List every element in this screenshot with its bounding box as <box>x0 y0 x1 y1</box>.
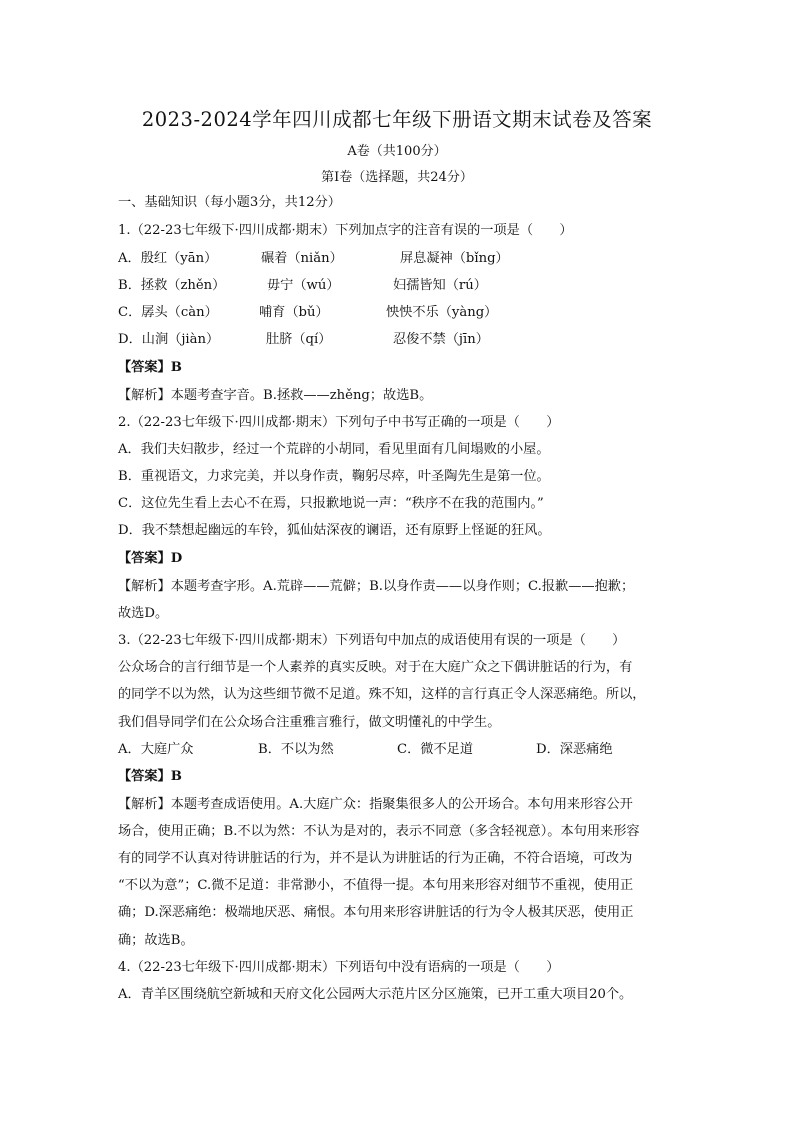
q1-stem: 1.（22-23七年级下·四川成都·期末）下列加点字的注音有误的一项是（ ） <box>118 223 573 238</box>
q1-analysis: 【解析】本题考查字音。B.拯救——zhěng；故选B。 <box>118 388 433 403</box>
q2-option-c: C．这位先生看上去心不在焉，只报歉地说一声：“秩序不在我的范围内。” <box>118 496 544 511</box>
q2-analysis-line-1: 【解析】本题考查字形。A.荒辟——荒僻；B.以身作责——以身作则；C.报歉——抱歉； <box>118 579 635 594</box>
q2-analysis-line-2: 故选D。 <box>118 606 169 621</box>
q1-option-a-3: 屏息凝神（bǐng） <box>400 251 509 266</box>
q4-stem: 4.（22-23七年级下·四川成都·期末）下列语句中没有语病的一项是（ ） <box>118 960 560 975</box>
q1-option-a-1: A．殷红（yān） <box>118 251 218 266</box>
q1-option-b-1: B．拯救（zhěn） <box>118 278 226 293</box>
q4-option-a: A．青羊区围绕航空新城和天府文化公园两大示范片区分区施策，已开工重大项目20个。 <box>118 987 633 1002</box>
page-title: 2023-2024学年四川成都七年级下册语文期末试卷及答案 <box>141 108 653 131</box>
q3-option-a: A．大庭广众 <box>118 742 194 757</box>
q1-option-d-2: 肚脐（qí） <box>266 332 332 347</box>
q1-option-b-2: 毋宁（wú） <box>267 278 340 293</box>
q1-option-d-3: 忍俊不禁（jīn） <box>393 332 489 347</box>
q3-analysis-line-5: 确；D.深恶痛绝：极端地厌恶、痛恨。本句用来形容讲脏话的行为令人极其厌恶，使用正 <box>118 905 634 920</box>
q1-option-c-1: C．孱头（càn） <box>118 305 218 320</box>
q2-option-b: B．重视语文，力求完美，并以身作责，鞠躬尽瘁，叶圣陶先生是第一位。 <box>118 469 550 484</box>
q3-option-b: B．不以为然 <box>258 742 334 757</box>
subtitle-b: 第Ⅰ卷（选择题，共24分） <box>321 170 473 185</box>
q3-passage-line-1: 公众场合的言行细节是一个人素养的真实反映。对于在大庭广众之下偶讲脏话的行为，有 <box>118 660 633 675</box>
q2-answer: 【答案】D <box>118 551 183 566</box>
q3-option-d: D．深恶痛绝 <box>536 742 613 757</box>
q3-analysis-line-3: 有的同学不认真对待讲脏话的行为，并不是认为讲脏话的行为正确，不符合语境，可改为 <box>118 851 633 866</box>
subtitle-a: A卷（共100分） <box>347 144 447 159</box>
q3-passage-line-3: 我们倡导同学们在公众场合注重雅言雅行，做文明懂礼的中学生。 <box>118 715 501 730</box>
q2-option-d: D．我不禁想起幽远的车铃，狐仙姑深夜的谰语，还有原野上怪诞的狂风。 <box>118 523 551 538</box>
q3-analysis-line-1: 【解析】本题考查成语使用。A.大庭广众：指聚集很多人的公开场合。本句用来形容公开 <box>118 797 633 812</box>
q3-analysis-line-6: 确；故选B。 <box>118 933 194 948</box>
q3-answer: 【答案】B <box>118 769 182 784</box>
q3-stem: 3.（22-23七年级下·四川成都·期末）下列语句中加点的成语使用有误的一项是（ ） <box>118 633 626 648</box>
q1-answer: 【答案】B <box>118 360 182 375</box>
q3-analysis-line-2: 场合，使用正确；B.不以为然：不认为是对的，表示不同意（多含轻视意）。本句用来形容 <box>118 824 640 839</box>
q1-option-a-2: 碾着（niǎn） <box>261 251 343 266</box>
q3-option-c: C．微不足道 <box>397 742 474 757</box>
q3-analysis-line-4: “不以为意”；C.微不足道：非常渺小，不值得一提。本句用来形容对细节不重视，使用正 <box>118 878 634 893</box>
section-heading: 一、基础知识（每小题3分，共12分） <box>118 195 341 210</box>
q1-option-c-2: 哺育（bǔ） <box>259 305 329 320</box>
q1-option-d-1: D．山涧（jiàn） <box>118 332 220 347</box>
q1-option-b-3: 妇孺皆知（rú） <box>393 278 487 293</box>
q1-option-c-3: 怏怏不乐（yàng） <box>386 305 498 320</box>
q2-stem: 2.（22-23七年级下·四川成都·期末）下列句子中书写正确的一项是（ ） <box>118 415 560 430</box>
q2-option-a: A．我们夫妇散步，经过一个荒辟的小胡同，看见里面有几间塌败的小屋。 <box>118 442 550 457</box>
q3-passage-line-2: 的同学不以为然，认为这些细节微不足道。殊不知，这样的言行真正令人深恶痛绝。所以， <box>118 687 646 702</box>
